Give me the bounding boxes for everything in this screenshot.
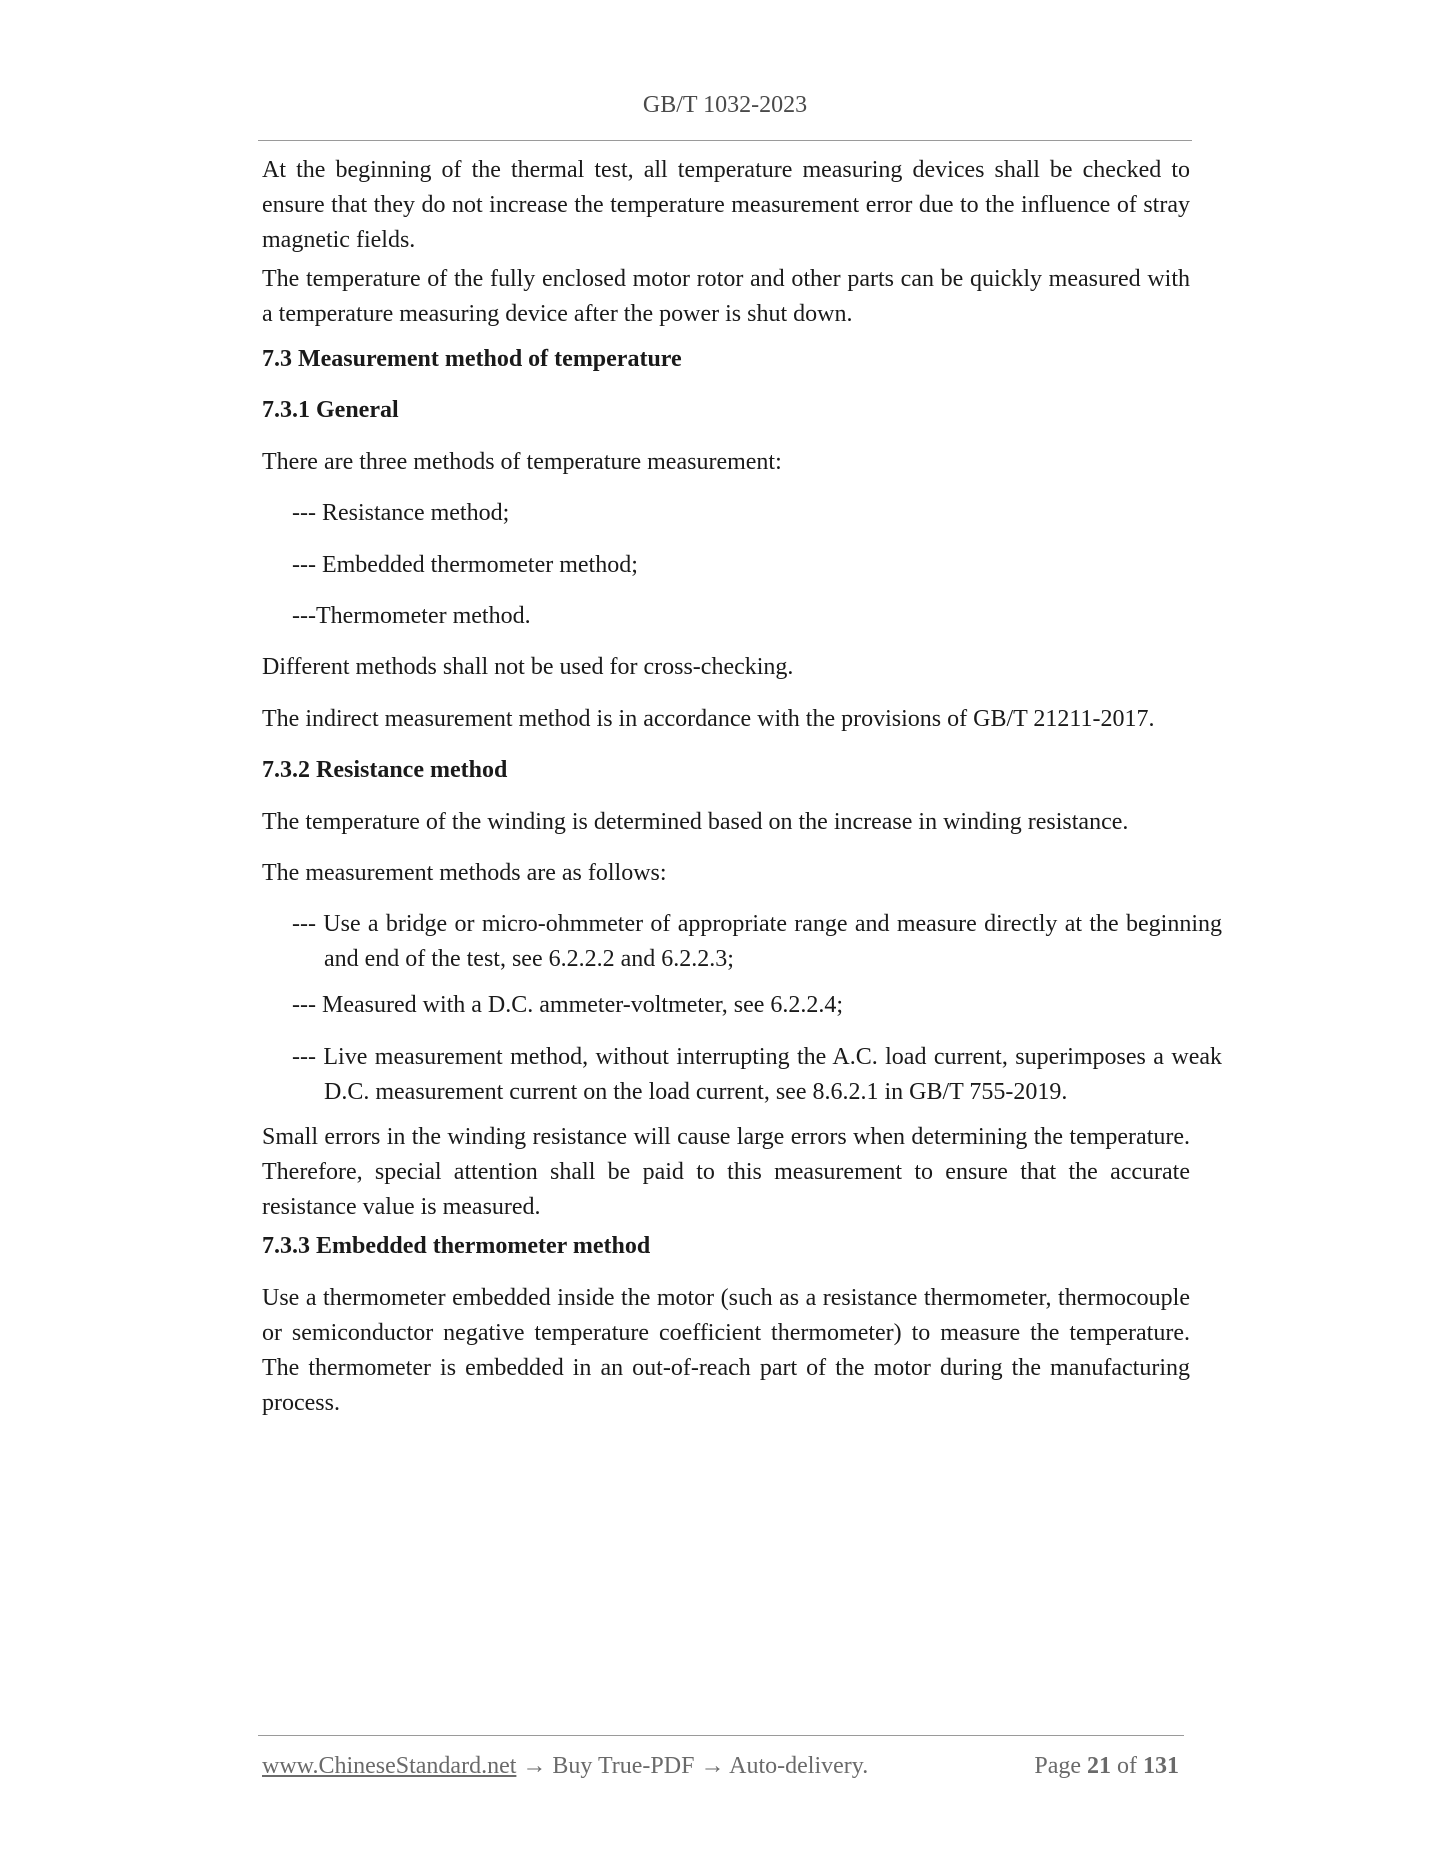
list-item-live-measurement: --- Live measurement method, without interrupting the A.C. load current, superimposes a weak D.C. measurement current on the load current, see 8.6.2.1 in GB/T 755-2019. xyxy=(292,1044,1222,1105)
paragraph-three-methods: There are three methods of temperature measurement: xyxy=(262,449,782,475)
paragraph-measurement-methods: The measurement methods are as follows: xyxy=(262,860,667,886)
arrow-right-icon: → xyxy=(700,1753,725,1779)
paragraph-embedded-thermometer: Use a thermometer embedded inside the motor (such as a resistance thermometer, thermocouple or semiconductor negative temperature coefficient thermometer) to measure the temperature. The thermometer is embedded in an out-of-reach part of the motor during the manufacturing process. xyxy=(262,1285,1190,1416)
paragraph-rotor-temperature: The temperature of the fully enclosed motor rotor and other parts can be quickly measured with a temperature measuring device after the power is shut down. xyxy=(262,266,1190,327)
paragraph-indirect-method: The indirect measurement method is in accordance with the provisions of GB/T 21211-2017. xyxy=(262,706,1155,732)
page-label: Page xyxy=(1034,1753,1081,1779)
list-item-ammeter-voltmeter: --- Measured with a D.C. ammeter-voltmeter, see 6.2.2.4; xyxy=(292,992,844,1018)
heading-7-3-2: 7.3.2 Resistance method xyxy=(262,757,508,783)
paragraph-stray-fields: At the beginning of the thermal test, all temperature measuring devices shall be checked to ensure that they do not increase the temperature measurement error due to the influence of stray magnetic fields. xyxy=(262,157,1190,253)
heading-7-3-3: 7.3.3 Embedded thermometer method xyxy=(262,1233,651,1259)
header-divider xyxy=(258,140,1192,141)
heading-7-3-1: 7.3.1 General xyxy=(262,397,399,423)
list-item-resistance-method: --- Resistance method; xyxy=(292,500,510,526)
paragraph-winding-temperature: The temperature of the winding is determined based on the increase in winding resistance. xyxy=(262,809,1129,835)
paragraph-small-errors: Small errors in the winding resistance will cause large errors when determining the temperature. Therefore, special attention shall be paid to this measurement to ensure that the accurate resistance value is measured. xyxy=(262,1124,1190,1220)
chinese-standard-link[interactable]: www.ChineseStandard.net xyxy=(262,1753,517,1779)
list-item-thermometer-method: ---Thermometer method. xyxy=(292,603,531,629)
paragraph-cross-checking: Different methods shall not be used for cross-checking. xyxy=(262,654,794,680)
page-indicator xyxy=(1034,1753,1179,1780)
buy-true-pdf-text: Buy True-PDF xyxy=(552,1753,695,1779)
document-code-header: GB/T 1032-2023 xyxy=(642,92,808,118)
current-page-number: 21 xyxy=(1087,1753,1111,1779)
footer-divider xyxy=(258,1735,1184,1736)
heading-7-3: 7.3 Measurement method of temperature xyxy=(262,346,682,372)
arrow-right-icon: → xyxy=(522,1753,547,1779)
footer-promo xyxy=(262,1753,868,1780)
total-page-count: 131 xyxy=(1143,1753,1179,1779)
auto-delivery-text: Auto-delivery. xyxy=(729,1753,869,1779)
list-item-embedded-thermometer: --- Embedded thermometer method; xyxy=(292,552,638,578)
list-item-bridge-ohmmeter: --- Use a bridge or micro-ohmmeter of appropriate range and measure directly at the beginning and end of the test, see 6.2.2.2 and 6.2.2.3; xyxy=(292,911,1222,972)
of-label: of xyxy=(1117,1753,1137,1779)
